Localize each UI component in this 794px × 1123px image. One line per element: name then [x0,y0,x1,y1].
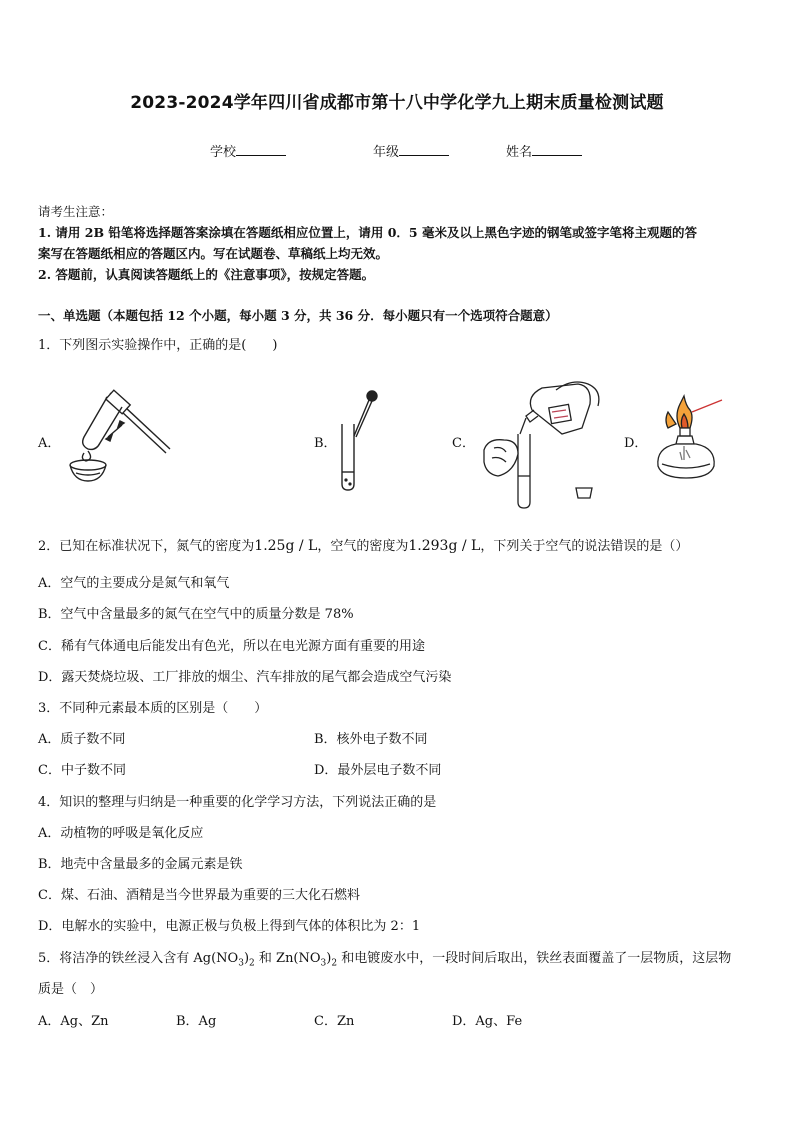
question-5-option-b[interactable]: B．Ag [176,1014,217,1029]
question-2-stem [38,535,688,554]
question-4-option-b[interactable]: B．地壳中含量最多的金属元素是铁 [38,857,243,872]
question-3-option-d[interactable]: D．最外层电子数不同 [314,763,442,778]
question-2-option-a[interactable]: A．空气的主要成分是氮气和氧气 [38,576,230,591]
question-1-option-a-label[interactable]: A． [38,436,61,451]
pouring-liquid-figure [480,376,606,510]
question-2-stem-part-3: ，下列关于空气的说法错误的是（） [480,539,689,554]
q5-sub-1: 3 [238,958,244,969]
grade-field[interactable] [373,141,449,160]
question-2-stem-part-1: 2．已知在标准状况下，氮气的密度为 [38,539,255,554]
q5-text-2: ) [243,951,250,966]
name-blank[interactable] [532,144,582,156]
notice-item-1a: 1. 请用 2B 铅笔将选择题答案涂填在答题纸相应位置上，请用 0．5 毫米及以上黑色字迹的钢笔或签字笔将主观题的答 [38,225,697,240]
alcohol-lamp-figure [650,394,726,484]
question-5-stem-line-2: 质是（ ） [38,982,104,997]
question-4-stem: 4．知识的整理与归纳是一种重要的化学学习方法，下列说法正确的是 [38,795,437,810]
question-1-stem: 1．下列图示实验操作中，正确的是( ) [38,338,278,353]
school-blank[interactable] [236,144,286,156]
q5-text-4: ) [326,951,332,966]
q5-text-3: 和 Zn(NO [254,951,321,966]
question-5-option-a[interactable]: A．Ag、Zn [38,1014,109,1029]
notice-item-1b: 案写在答题纸相应的答题区内。写在试题卷、草稿纸上均无效。 [38,246,389,261]
question-2-option-b[interactable]: B．空气中含量最多的氮气在空气中的质量分数是 78% [38,607,354,622]
q5-sub-4: 2 [331,958,338,969]
grade-blank[interactable] [399,144,449,156]
air-density-value: 1.293g / L [408,538,481,554]
school-label: 学校 [210,145,237,160]
question-2-stem-part-2: ，空气的密度为 [317,539,409,554]
name-label: 姓名 [506,145,533,160]
question-1-option-d-label[interactable]: D． [624,436,648,451]
section-heading: 一、单选题（本题包括 12 个小题，每小题 3 分，共 36 分．每小题只有一个选项符合题意） [38,308,558,323]
q5-text-1: 5．将洁净的铁丝浸入含有 Ag(NO [38,951,239,966]
question-5-stem-line-1 [38,947,731,969]
school-field[interactable] [210,141,286,160]
notice-heading: 请考生注意： [38,204,114,219]
question-4-option-a[interactable]: A．动植物的呼吸是氧化反应 [38,826,204,841]
question-4-option-c[interactable]: C．煤、石油、酒精是当今世界最为重要的三大化石燃料 [38,888,360,903]
question-1-option-b-label[interactable]: B． [314,436,337,451]
q5-sub-2: 2 [249,958,255,969]
notice-item-2: 2. 答题前，认真阅读答题纸上的《注意事项》，按规定答题。 [38,267,375,282]
q5-sub-3: 3 [320,958,327,969]
question-3-option-c[interactable]: C．中子数不同 [38,763,126,778]
dropper-test-tube-figure [334,388,382,492]
question-1-option-c-label[interactable]: C． [452,436,475,451]
q5-text-5: 和电镀废水中，一段时间后取出，铁丝表面覆盖了一层物质，这层物 [337,951,732,966]
question-4-option-d[interactable]: D．电解水的实验中，电源正极与负极上得到气体的体积比为 2：1 [38,919,421,934]
evaporation-figure [66,385,174,489]
question-2-option-d[interactable]: D．露天焚烧垃圾、工厂排放的烟尘、汽车排放的尾气都会造成空气污染 [38,670,452,685]
question-2-option-c[interactable]: C．稀有气体通电后能发出有色光，所以在电光源方面有重要的用途 [38,639,425,654]
page-title: 2023-2024学年四川省成都市第十八中学化学九上期末质量检测试题 [130,93,664,113]
nitrogen-density-value: 1.25g / L [254,538,318,554]
question-3-stem: 3．不同种元素最本质的区别是（ ） [38,701,268,716]
grade-label: 年级 [373,145,400,160]
question-3-option-b[interactable]: B．核外电子数不同 [314,732,428,747]
question-5-option-c[interactable]: C．Zn [314,1014,355,1029]
question-5-option-d[interactable]: D．Ag、Fe [452,1014,523,1029]
name-field[interactable] [506,141,582,160]
question-3-option-a[interactable]: A．质子数不同 [38,732,126,747]
